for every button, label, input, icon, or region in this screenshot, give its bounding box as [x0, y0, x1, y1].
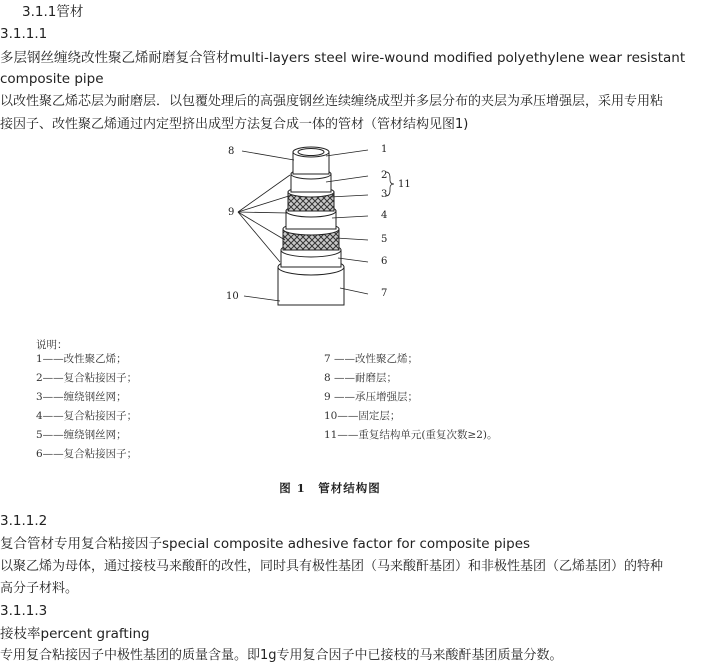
term-definition: 专用复合粘接因子中极性基团的质量含量。即1g专用复合因子中已接枝的马来酸酐基团质量分数。	[0, 648, 563, 663]
legend-item: 7 ——改性聚乙烯；	[324, 353, 419, 365]
legend-item: 5——缠绕钢丝网；	[36, 429, 127, 441]
callout-6: 6	[381, 256, 388, 267]
term-title-continued: composite pipe	[0, 71, 104, 87]
callout-11: 11	[398, 179, 411, 190]
callout-5: 5	[381, 234, 388, 245]
callout-7: 7	[381, 288, 388, 299]
term-number: 3.1.1.1	[0, 26, 48, 42]
callout-3: 3	[381, 189, 388, 200]
legend-item: 11——重复结构单元(重复次数≥2)。	[324, 429, 498, 441]
term-definition: 以聚乙烯为母体，通过接枝马来酸酐的改性，同时具有极性基团（马来酸酐基团）和非极性基团（乙烯基团）的特种	[0, 559, 664, 574]
callout-2: 2	[381, 170, 388, 181]
figure-caption: 图 1 管材结构图	[279, 481, 381, 495]
legend-title: 说明：	[36, 339, 68, 351]
legend-item: 4——复合粘接因子；	[36, 410, 138, 422]
callout-4: 4	[381, 210, 388, 221]
legend-item: 9 ——承压增强层；	[324, 391, 419, 403]
legend-item: 3——缠绕钢丝网；	[36, 391, 127, 403]
term-title: 多层钢丝缠绕改性聚乙烯耐磨复合管材multi-layers steel wire-wound modified polyethylene wear resistant	[0, 50, 686, 66]
legend-left	[36, 350, 137, 464]
term-title: 复合管材专用复合粘接因子special composite adhesive factor for composite pipes	[0, 536, 531, 552]
term-number: 3.1.1.3	[0, 603, 48, 619]
callout-1: 1	[381, 144, 388, 155]
term-number: 3.1.1.2	[0, 513, 48, 529]
term-title: 接枝率percent grafting	[0, 626, 150, 642]
legend-right	[324, 350, 498, 445]
term-definition: 以改性聚乙烯芯层为耐磨层．以包覆处理后的高强度钢丝连续缠绕成型并多层分布的夹层为承压增强层，采用专用粘	[0, 94, 664, 109]
term-definition-continued: 高分子材料。	[0, 581, 79, 596]
callout-9: 9	[228, 207, 235, 218]
term-definition-continued: 接因子、改性聚乙烯通过内定型挤出成型方法复合成一体的管材（管材结构见图1)	[0, 117, 469, 132]
legend-item: 2——复合粘接因子；	[36, 372, 138, 384]
section-heading: 3.1.1管材	[22, 4, 84, 20]
legend-item: 1——改性聚乙烯；	[36, 353, 127, 365]
callout-8: 8	[228, 146, 235, 157]
legend-item: 6——复合粘接因子；	[36, 448, 138, 460]
legend-item: 8 ——耐磨层；	[324, 372, 398, 384]
legend-item: 10——固定层；	[324, 410, 401, 422]
callout-10: 10	[226, 291, 239, 302]
